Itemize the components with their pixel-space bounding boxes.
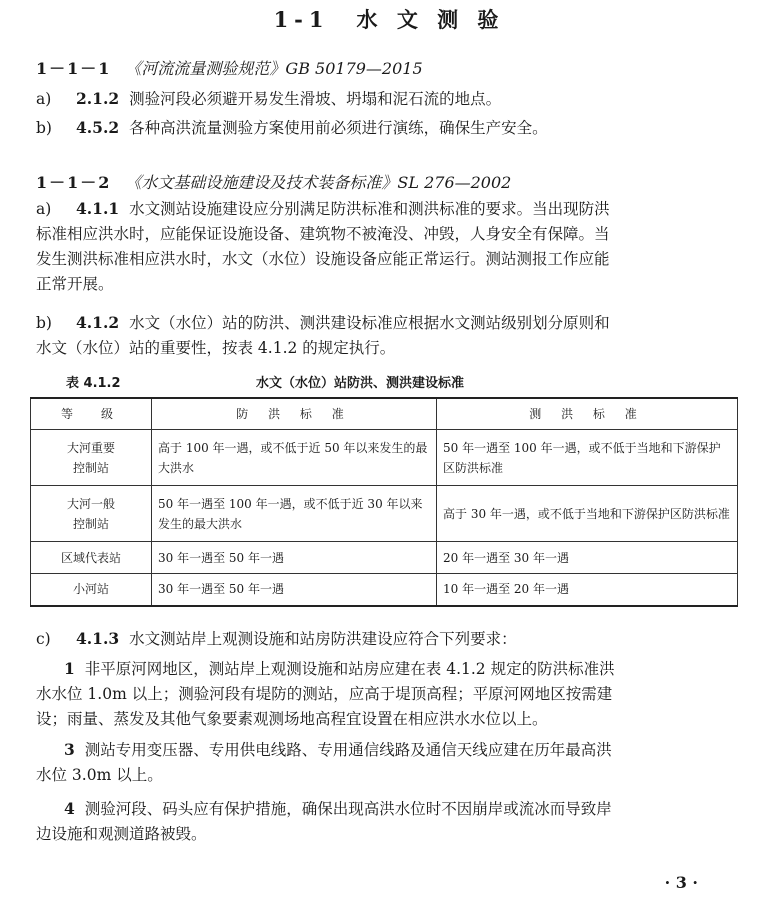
measure-standard-cell: 10 年一遇至 20 年一遇	[437, 574, 738, 606]
paragraph-line	[36, 310, 736, 336]
paragraph-line	[36, 656, 736, 682]
paragraph-text: 水文（水位）站的防洪、测洪建设标准应根据水文测站级别划分原则和	[129, 314, 610, 332]
header-flood-standard: 防 洪 标 准	[152, 398, 437, 430]
clause-4-1-3	[36, 626, 738, 652]
table-title: 水文（水位）站防洪、测洪建设标准	[256, 376, 465, 391]
clause-number: 4.5.2	[76, 118, 120, 137]
requirement-1	[36, 656, 736, 732]
clause-text: 测验河段必须避开易发生滑坡、坍塌和泥石流的地点。	[129, 90, 502, 108]
paragraph-line	[36, 796, 736, 822]
point-number: 1	[64, 659, 75, 678]
point-number: 3	[64, 740, 75, 759]
clause-4-1-1	[36, 196, 736, 297]
paragraph-line: 水位 3.0m 以上。	[36, 766, 163, 784]
paragraph-line: 正常开展。	[36, 275, 114, 293]
section-number: 1－1－1	[36, 59, 112, 78]
paragraph-line	[36, 196, 736, 222]
standard-name: 《河流流量测验规范》GB 50179—2015	[125, 59, 423, 78]
clause-item-b	[36, 115, 738, 141]
clause-number: 4.1.1	[76, 199, 120, 218]
standard-name: 《水文基础设施建设及技术装备标准》SL 276—2002	[125, 173, 512, 192]
section-title: 1-1 水 文 测 验	[273, 7, 505, 32]
table-row	[31, 486, 738, 542]
clause-text: 水文测站岸上观测设施和站房防洪建设应符合下列要求：	[129, 630, 517, 648]
paragraph-line	[36, 737, 736, 763]
item-label: b)	[36, 119, 52, 137]
paragraph-text: 水文测站设施建设应分别满足防洪标准和测洪标准的要求。当出现防洪	[129, 200, 610, 218]
measure-standard-cell: 50 年一遇至 100 年一遇，或不低于当地和下游保护区防洪标准	[437, 430, 738, 486]
paragraph-line: 设；雨量、蒸发及其他气象要素观测场地高程宜设置在相应洪水水位以上。	[36, 710, 548, 728]
item-label: a)	[36, 200, 52, 218]
item-label: c)	[36, 630, 51, 648]
table-row	[31, 430, 738, 486]
table-number: 表 4.1.2	[66, 376, 121, 391]
measure-standard-cell: 高于 30 年一遇，或不低于当地和下游保护区防洪标准	[437, 486, 738, 542]
paragraph-line: 水水位 1.0m 以上；测验河段有堤防的测站，应高于堤顶高程；平原河网地区按需建	[36, 685, 613, 703]
grade-cell: 小河站	[31, 574, 152, 606]
table-header-row	[31, 398, 738, 430]
table-row	[31, 542, 738, 574]
table-caption	[66, 372, 718, 391]
paragraph-line: 边设施和观测道路被毁。	[36, 825, 207, 843]
measure-standard-cell: 20 年一遇至 30 年一遇	[437, 542, 738, 574]
flood-standard-cell: 30 年一遇至 50 年一遇	[152, 542, 437, 574]
standards-table	[30, 397, 738, 607]
flood-standard-cell: 50 年一遇至 100 年一遇，或不低于近 30 年以来发生的最大洪水	[152, 486, 437, 542]
header-measure-standard: 测 洪 标 准	[437, 398, 738, 430]
requirement-3	[36, 737, 736, 788]
clause-number: 4.1.2	[76, 313, 120, 332]
clause-number: 2.1.2	[76, 89, 120, 108]
requirement-4	[36, 796, 736, 847]
grade-cell: 大河重要 控制站	[31, 430, 152, 486]
paragraph-line: 发生测洪标准相应洪水时，水文（水位）设施设备应能正常运行。测站测报工作应能	[36, 250, 610, 268]
point-number: 4	[64, 799, 75, 818]
clause-4-1-2	[36, 310, 736, 361]
table-row	[31, 574, 738, 606]
paragraph-line: 标准相应洪水时，应能保证设施设备、建筑物不被淹没、冲毁，人身安全有保障。当	[36, 225, 610, 243]
flood-standard-cell: 高于 100 年一遇，或不低于近 50 年以来发生的最大洪水	[152, 430, 437, 486]
paragraph-text: 非平原河网地区，测站岸上观测设施和站房应建在表 4.1.2 规定的防洪标准洪	[84, 660, 615, 678]
section-number: 1－1－2	[36, 173, 112, 192]
flood-standard-cell: 30 年一遇至 50 年一遇	[152, 574, 437, 606]
grade-cell: 大河一般 控制站	[31, 486, 152, 542]
paragraph-text: 测验河段、码头应有保护措施，确保出现高洪水位时不因崩岸或流冰而导致岸	[84, 800, 612, 818]
section-1-1-2-heading	[36, 170, 511, 193]
item-label: b)	[36, 314, 52, 332]
section-1-1-1-heading	[36, 56, 423, 79]
grade-cell: 区域代表站	[31, 542, 152, 574]
clause-item-a	[36, 86, 738, 112]
clause-text: 各种高洪流量测验方案使用前必须进行演练，确保生产安全。	[129, 119, 548, 137]
page-number: · 3 ·	[664, 873, 698, 892]
item-label: a)	[36, 90, 52, 108]
header-grade: 等 级	[31, 398, 152, 430]
paragraph-text: 测站专用变压器、专用供电线路、专用通信线路及通信天线应建在历年最高洪	[84, 741, 612, 759]
paragraph-line: 水文（水位）站的重要性，按表 4.1.2 的规定执行。	[36, 339, 396, 357]
clause-number: 4.1.3	[76, 629, 120, 648]
